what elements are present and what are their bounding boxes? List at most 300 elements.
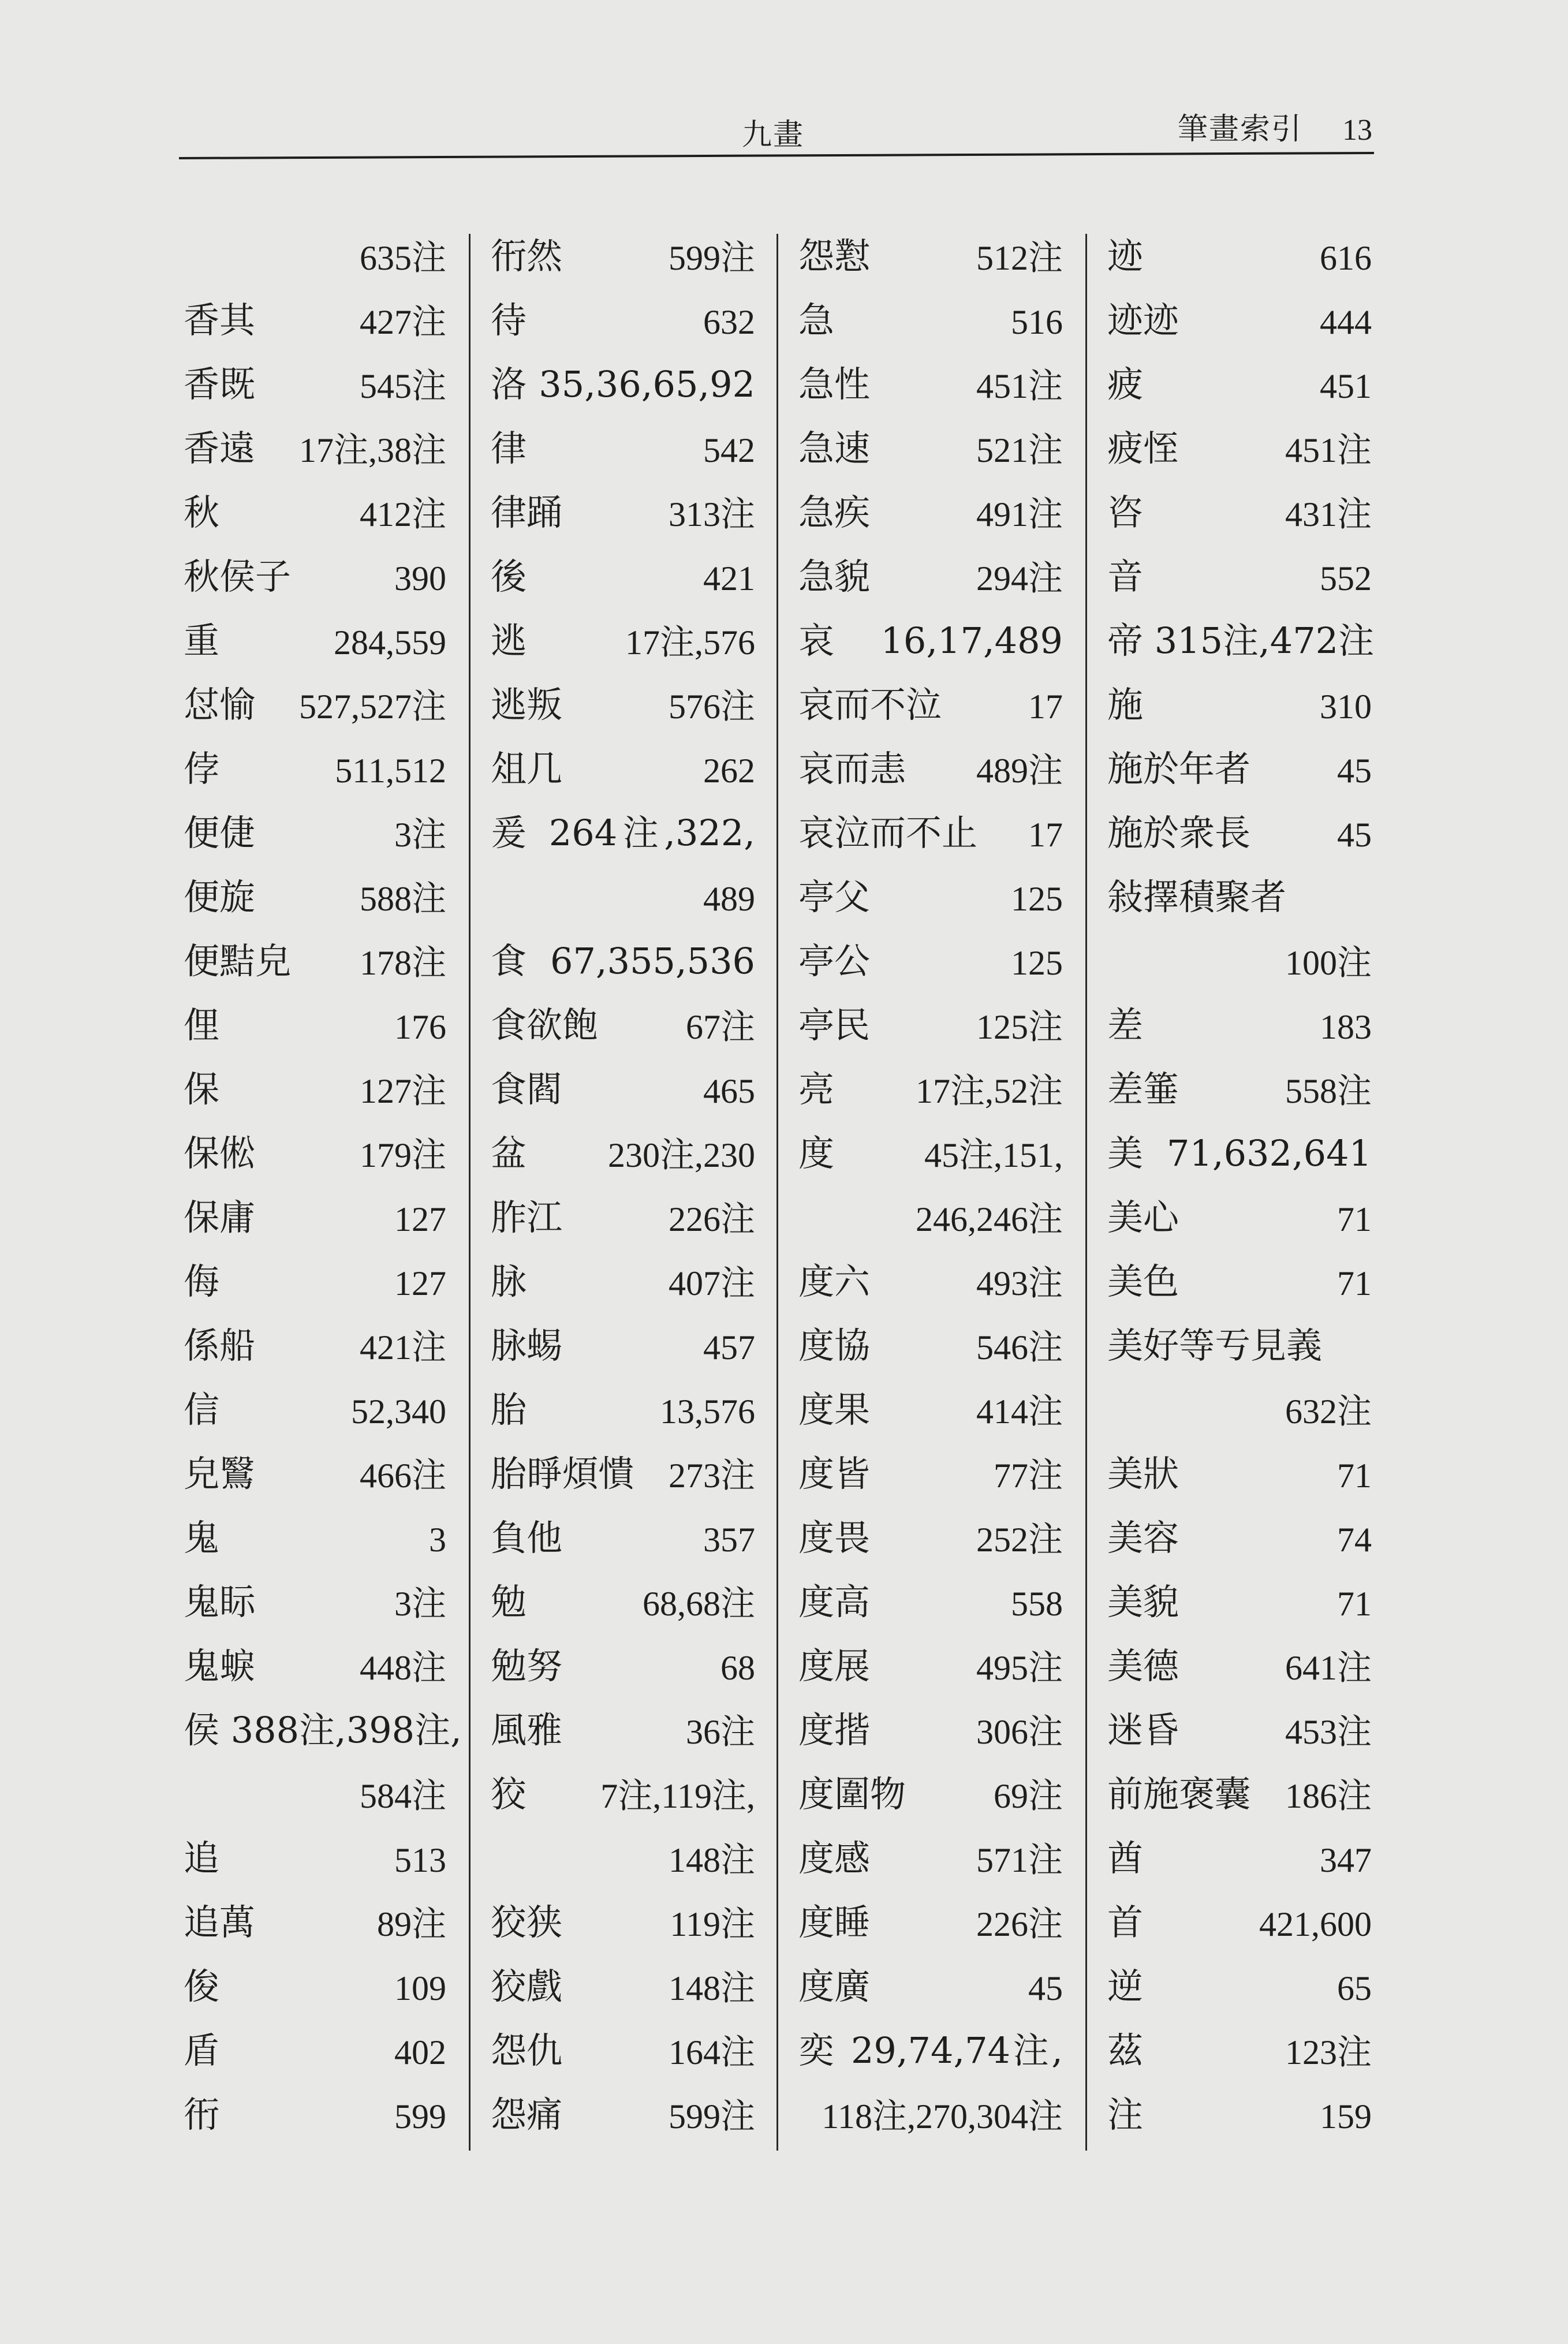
index-pages: 148注 [669, 1969, 755, 2007]
index-pages: 616 [1320, 239, 1372, 277]
index-entry [184, 228, 446, 292]
index-pages: 109 [394, 1969, 446, 2007]
index-term: 勉 [491, 1581, 527, 1623]
index-pages: 495注 [976, 1649, 1063, 1687]
index-pages: 421 [703, 559, 755, 598]
index-pages: 347 [1320, 1841, 1372, 1879]
index-term: 度圍物 [798, 1773, 906, 1815]
index-term: 侮 [184, 1260, 220, 1302]
index-pages: 148注 [669, 1841, 755, 1879]
index-entry [798, 484, 1063, 548]
index-pages: 179注 [360, 1136, 446, 1174]
index-term: 施於年者 [1107, 748, 1251, 790]
index-term: 敍擇積聚者 [1107, 876, 1287, 918]
index-entry [1107, 677, 1372, 741]
index-pages: 118注,270,304注 [822, 2097, 1063, 2136]
index-term: 怨懟 [798, 235, 871, 277]
index-pages: 493注 [976, 1264, 1063, 1302]
index-pages: 521注 [976, 431, 1063, 469]
index-entry [798, 1510, 1063, 1574]
index-pages: 17注,38注 [299, 431, 446, 469]
index-entry [1107, 1766, 1372, 1830]
index-pages: 71 [1337, 1585, 1372, 1623]
index-pages: 448注 [360, 1649, 446, 1687]
index-entry [1107, 1958, 1372, 2022]
index-column-3 [798, 228, 1063, 2151]
header-rule [179, 152, 1374, 159]
index-term: 勉努 [491, 1645, 563, 1687]
index-term: 狡 [491, 1773, 527, 1815]
index-pages: 511,512 [335, 752, 446, 790]
index-pages: 71 [1337, 1264, 1372, 1302]
index-pages: 489 [703, 880, 755, 918]
index-entry [491, 484, 755, 548]
index-pages: 412注 [360, 495, 446, 533]
index-term: 酋 [1107, 1837, 1144, 1879]
index-pages: 125 [1011, 880, 1063, 918]
index-pages: 45 [1028, 1969, 1063, 2007]
index-term: 美容 [1107, 1517, 1179, 1559]
index-entry [184, 933, 446, 997]
index-entry [1107, 997, 1372, 1061]
index-entry [798, 1317, 1063, 1382]
index-term: 茲 [1107, 2029, 1144, 2071]
index-entry [798, 1253, 1063, 1317]
index-pages: 17 [1028, 816, 1063, 854]
index-term: 狡狭 [491, 1901, 563, 1943]
index-term: 俊 [184, 1965, 220, 2007]
index-term: 皃鷖 [184, 1453, 256, 1495]
index-entry [491, 1702, 755, 1766]
index-pages: 3注 [394, 1585, 446, 1623]
index-term: 亭民 [798, 1004, 871, 1046]
index-entry [798, 1125, 1063, 1189]
index-pages: 571注 [976, 1841, 1063, 1879]
index-pages: 45 [1337, 816, 1372, 854]
running-head-right: 筆畫索引 [1178, 112, 1303, 147]
index-term: 保 [184, 1068, 220, 1110]
index-entry [798, 741, 1063, 805]
index-pages: 632注 [1285, 1393, 1372, 1431]
index-entry [184, 1253, 446, 1317]
index-entry [798, 1061, 1063, 1125]
index-entry [184, 997, 446, 1061]
index-entry [184, 1382, 446, 1446]
index-entry [798, 1446, 1063, 1510]
index-entry [798, 677, 1063, 741]
index-term: 度感 [798, 1837, 871, 1879]
index-entry [491, 1317, 755, 1382]
index-term: 美好等亐見義 [1107, 1324, 1323, 1367]
index-entry-line: 美 71,632,641 [1107, 1132, 1372, 1174]
index-term: 怨痛 [491, 2093, 563, 2136]
index-column-1 [184, 228, 462, 2151]
index-entry [798, 1638, 1063, 1702]
index-entry [184, 1189, 446, 1253]
index-pages: 273注 [669, 1457, 755, 1495]
index-entry-line: 帝 315注,472注 [1107, 619, 1375, 662]
index-term: 咨 [1107, 491, 1144, 533]
index-term: 秋 [184, 491, 220, 533]
index-term: 度高 [798, 1581, 871, 1623]
index-pages: 45 [1337, 752, 1372, 790]
index-term: 鬼 [184, 1517, 220, 1559]
index-pages: 552 [1320, 559, 1372, 598]
index-term: 律 [491, 427, 527, 469]
index-pages: 226注 [669, 1200, 755, 1238]
index-pages: 178注 [360, 944, 446, 982]
index-pages: 230注,230 [608, 1136, 755, 1174]
index-term: 後 [491, 555, 527, 598]
index-term: 鬼蜧 [184, 1645, 256, 1687]
index-pages: 7注,119注, [600, 1777, 755, 1815]
index-term: 前施褒囊 [1107, 1773, 1251, 1815]
index-term: 美貌 [1107, 1581, 1179, 1623]
index-entry-line: 食 67,355,536 [491, 940, 755, 982]
index-entry [184, 741, 446, 805]
index-term: 施 [1107, 684, 1144, 726]
index-pages: 74 [1337, 1521, 1372, 1559]
index-term: 施於衆長 [1107, 812, 1251, 854]
index-pages: 183 [1320, 1008, 1372, 1046]
index-entry [184, 2087, 446, 2151]
index-term: 俚 [184, 1004, 220, 1046]
index-entry [184, 1766, 446, 1830]
index-entry-line: 洛 35,36,65,92 [491, 363, 755, 405]
index-entry-line: 哀 16,17,489 [798, 619, 1063, 662]
index-entry [491, 741, 755, 805]
index-entry [1107, 1382, 1372, 1446]
index-entry [491, 1638, 755, 1702]
index-pages: 68 [720, 1649, 755, 1687]
index-entry [1107, 1125, 1372, 1189]
index-term: 負他 [491, 1517, 563, 1559]
index-entry [491, 2022, 755, 2087]
index-pages: 599注 [669, 2097, 755, 2136]
index-pages: 119注 [670, 1905, 755, 1943]
index-pages: 262 [703, 752, 755, 790]
index-term: 追萬 [184, 1901, 256, 1943]
index-term: 注 [1107, 2093, 1144, 2136]
index-entry [491, 997, 755, 1061]
index-entry [491, 1125, 755, 1189]
running-head-left: 九畫 [742, 118, 805, 152]
index-term: 度果 [798, 1389, 871, 1431]
index-pages: 284,559 [334, 624, 446, 662]
index-pages: 226注 [976, 1905, 1063, 1943]
index-pages: 527,527注 [299, 688, 446, 726]
column-divider [776, 234, 778, 2151]
index-term: 律踊 [491, 491, 563, 533]
index-entry [1107, 1510, 1372, 1574]
index-term: 香其 [184, 299, 256, 341]
index-term: 逃叛 [491, 684, 563, 726]
index-pages: 584注 [360, 1777, 446, 1815]
index-pages: 466注 [360, 1457, 446, 1495]
index-pages: 632 [703, 303, 755, 341]
index-pages: 17注,576 [625, 624, 755, 662]
index-entry [184, 613, 446, 677]
index-entry [184, 292, 446, 356]
index-pages: 558注 [1285, 1072, 1372, 1110]
index-entry [184, 805, 446, 869]
index-entry [798, 1766, 1063, 1830]
index-term: 待 [491, 299, 527, 341]
index-entry [1107, 548, 1372, 613]
index-term: 侼 [184, 748, 220, 790]
index-term: 盾 [184, 2029, 220, 2071]
index-entry [1107, 613, 1375, 677]
index-term: 便倢 [184, 812, 256, 854]
index-entry [798, 1189, 1063, 1253]
index-entry [184, 1830, 446, 1894]
index-entry [184, 1125, 446, 1189]
index-entry [798, 613, 1063, 677]
index-entry [798, 805, 1063, 869]
index-entry [1107, 228, 1372, 292]
index-term: 秋侯子 [184, 555, 292, 598]
index-term: 差箠 [1107, 1068, 1179, 1110]
index-entry [184, 548, 446, 613]
index-entry-line: 爰 264注,322, [491, 812, 755, 854]
index-pages: 431注 [1285, 495, 1372, 533]
index-entry [798, 548, 1063, 613]
index-term: 脉 [491, 1260, 527, 1302]
index-pages: 451 [1320, 367, 1372, 405]
index-pages: 127 [394, 1200, 446, 1238]
index-entry [1107, 1253, 1372, 1317]
index-entry [491, 2087, 755, 2151]
index-entry [184, 869, 446, 933]
index-term: 怨仇 [491, 2029, 563, 2071]
index-pages: 89注 [377, 1905, 446, 1943]
index-term: 衎 [184, 2093, 220, 2136]
index-pages: 599注 [669, 239, 755, 277]
index-entry [1107, 805, 1372, 869]
index-entry [184, 1702, 462, 1766]
index-entry [491, 933, 755, 997]
index-entry [798, 1958, 1063, 2022]
index-term: 追 [184, 1837, 220, 1879]
index-term: 迹迹 [1107, 299, 1179, 341]
index-entry [798, 2022, 1063, 2087]
index-entry [184, 1574, 446, 1638]
index-entry [491, 1189, 755, 1253]
index-entry [1107, 1446, 1372, 1510]
index-term: 俎几 [491, 748, 563, 790]
index-term: 美心 [1107, 1196, 1179, 1238]
index-pages: 17 [1028, 688, 1063, 726]
index-term: 急性 [798, 363, 871, 405]
index-term: 哀泣而不止 [798, 812, 978, 854]
index-pages: 491注 [976, 495, 1063, 533]
column-divider [469, 234, 471, 2151]
index-entry [1107, 292, 1372, 356]
index-term: 急疾 [798, 491, 871, 533]
index-entry [798, 1894, 1063, 1958]
index-term: 美狀 [1107, 1453, 1179, 1495]
index-pages: 451注 [976, 367, 1063, 405]
index-term: 度 [798, 1132, 835, 1174]
index-term: 急 [798, 299, 835, 341]
index-term: 疲 [1107, 363, 1144, 405]
index-entry [1107, 933, 1372, 997]
index-entry [1107, 1574, 1372, 1638]
index-entry [184, 2022, 446, 2087]
index-entry [491, 1510, 755, 1574]
index-pages: 52,340 [351, 1393, 446, 1431]
index-term: 衎然 [491, 235, 563, 277]
index-term: 哀而不泣 [798, 684, 942, 726]
index-pages: 414注 [976, 1393, 1063, 1431]
index-term: 重 [184, 619, 220, 662]
index-entry [491, 228, 755, 292]
index-pages: 186注 [1285, 1777, 1372, 1815]
index-pages: 36注 [686, 1713, 755, 1751]
index-pages: 635注 [360, 239, 446, 277]
index-pages: 127 [394, 1264, 446, 1302]
index-entry [491, 1382, 755, 1446]
index-pages: 489注 [976, 752, 1063, 790]
index-pages: 465 [703, 1072, 755, 1110]
index-term: 狡戲 [491, 1965, 563, 2007]
index-pages: 45注,151, [924, 1136, 1063, 1174]
index-pages: 558 [1011, 1585, 1063, 1623]
index-entry [491, 356, 755, 420]
index-term: 差 [1107, 1004, 1144, 1046]
index-entry [491, 1061, 755, 1125]
index-entry [798, 1702, 1063, 1766]
index-pages: 451注 [1285, 431, 1372, 469]
index-term: 急貌 [798, 555, 871, 598]
index-entry-line: 奕 29,74,74注, [798, 2029, 1063, 2071]
index-pages: 306注 [976, 1713, 1063, 1751]
index-term: 信 [184, 1389, 220, 1431]
index-term: 怤愉 [184, 684, 256, 726]
index-pages: 457 [703, 1328, 755, 1367]
index-entry [798, 2087, 1063, 2151]
index-term: 風雅 [491, 1709, 563, 1751]
index-term: 便黠皃 [184, 940, 292, 982]
index-entry [491, 1253, 755, 1317]
column-divider [1085, 234, 1087, 2151]
index-entry [1107, 1317, 1372, 1382]
index-entry [1107, 420, 1372, 484]
index-pages: 164注 [669, 2033, 755, 2071]
index-column-4 [1107, 228, 1375, 2151]
index-entry [491, 1446, 755, 1510]
index-pages: 545注 [360, 367, 446, 405]
index-pages: 67注 [686, 1008, 755, 1046]
index-entry [1107, 356, 1372, 420]
index-pages: 176 [394, 1008, 446, 1046]
index-entry [798, 1574, 1063, 1638]
index-entry [491, 613, 755, 677]
index-entry [1107, 1702, 1372, 1766]
index-pages: 546注 [976, 1328, 1063, 1367]
index-term: 逃 [491, 619, 527, 662]
index-pages: 3 [429, 1521, 446, 1559]
index-term: 便旋 [184, 876, 256, 918]
index-entry [798, 933, 1063, 997]
index-pages: 127注 [360, 1072, 446, 1110]
index-pages: 252注 [976, 1521, 1063, 1559]
index-entry [184, 484, 446, 548]
index-pages: 513 [394, 1841, 446, 1879]
index-entry [1107, 869, 1372, 933]
index-entry [491, 1958, 755, 2022]
index-term: 係船 [184, 1324, 256, 1367]
index-term: 香遠 [184, 427, 256, 469]
index-entry [798, 292, 1063, 356]
index-entry [798, 420, 1063, 484]
index-pages: 246,246注 [916, 1200, 1063, 1238]
index-entry [184, 1317, 446, 1382]
index-term: 度皆 [798, 1453, 871, 1495]
index-entry [798, 356, 1063, 420]
index-term: 亭父 [798, 876, 871, 918]
index-entry [1107, 1189, 1372, 1253]
index-entry [184, 677, 446, 741]
index-entry [798, 869, 1063, 933]
index-pages: 69注 [994, 1777, 1063, 1815]
index-pages: 390 [394, 559, 446, 598]
index-pages: 407注 [669, 1264, 755, 1302]
index-term: 急速 [798, 427, 871, 469]
index-entry [1107, 1830, 1372, 1894]
index-term: 首 [1107, 1901, 1144, 1943]
index-pages: 68,68注 [643, 1585, 755, 1623]
index-pages: 310 [1320, 688, 1372, 726]
index-pages: 641注 [1285, 1649, 1372, 1687]
index-pages: 77注 [994, 1457, 1063, 1495]
index-entry [184, 356, 446, 420]
index-pages: 100注 [1285, 944, 1372, 982]
index-term: 保庸 [184, 1196, 256, 1238]
index-entry [491, 869, 755, 933]
index-entry [184, 1958, 446, 2022]
index-entry [1107, 484, 1372, 548]
index-term: 迷昏 [1107, 1709, 1179, 1751]
index-entry [184, 420, 446, 484]
index-pages: 123注 [1285, 2033, 1372, 2071]
index-pages: 402 [394, 2033, 446, 2071]
index-entry [1107, 1638, 1372, 1702]
index-term: 度廣 [798, 1965, 871, 2007]
index-column-2 [491, 228, 755, 2151]
index-entry [798, 997, 1063, 1061]
index-term: 度睡 [798, 1901, 871, 1943]
index-pages: 17注,52注 [916, 1072, 1063, 1110]
index-entry [184, 1894, 446, 1958]
index-entry [798, 1382, 1063, 1446]
index-pages: 313注 [669, 495, 755, 533]
index-term: 逆 [1107, 1965, 1144, 2007]
index-term: 疲恎 [1107, 427, 1179, 469]
index-term: 鬼眎 [184, 1581, 256, 1623]
index-entry [1107, 1894, 1372, 1958]
index-entry [798, 228, 1063, 292]
index-term: 香既 [184, 363, 256, 405]
index-entry [1107, 2022, 1372, 2087]
index-pages: 444 [1320, 303, 1372, 341]
index-term: 保倯 [184, 1132, 256, 1174]
index-pages: 427注 [360, 303, 446, 341]
index-term: 胎 [491, 1389, 527, 1431]
index-entry [491, 805, 755, 869]
index-pages: 71 [1337, 1457, 1372, 1495]
index-pages: 453注 [1285, 1713, 1372, 1751]
